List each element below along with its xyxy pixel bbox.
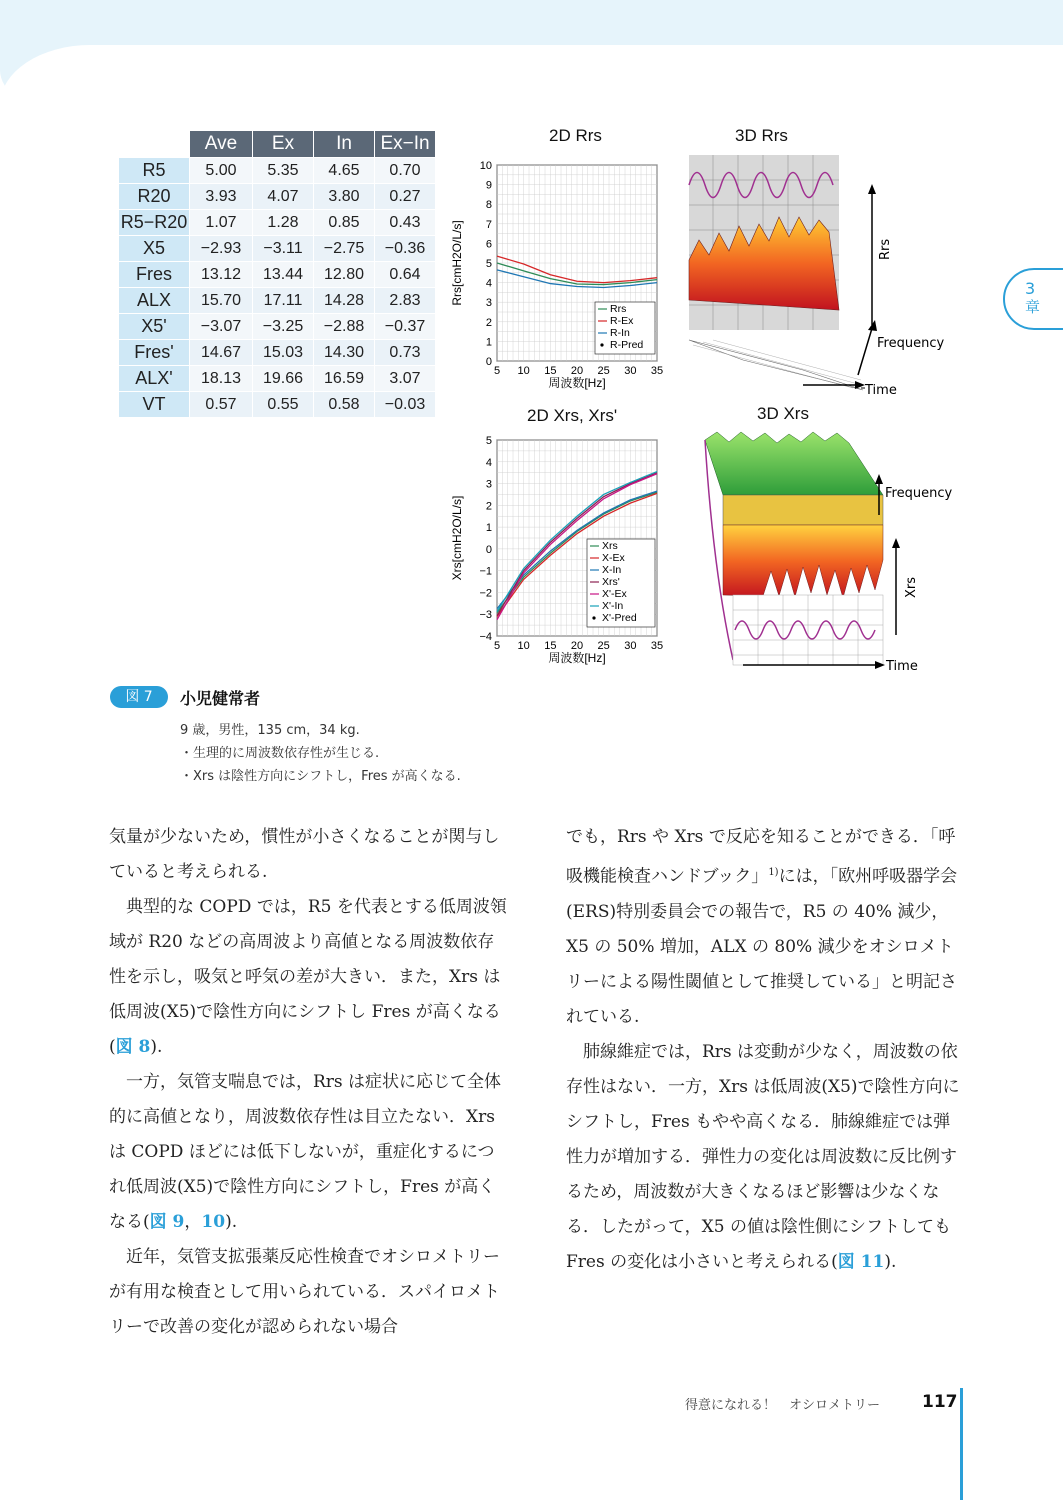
rrs2d-x-tick-label: 30 xyxy=(624,365,637,377)
figure-badge: 図 7 xyxy=(110,686,168,708)
xrs3d-time-label: Time xyxy=(886,659,918,674)
body-column-left xyxy=(109,820,509,1345)
table-cell: 14.67 xyxy=(190,340,253,366)
table-cell: 3.80 xyxy=(314,184,375,210)
table-cell: 3.93 xyxy=(190,184,253,210)
col-header-ave: Ave xyxy=(190,131,253,158)
table-cell: 0.43 xyxy=(375,210,436,236)
table-cell: −2.88 xyxy=(314,314,375,340)
table-cell: 19.66 xyxy=(253,366,314,392)
xrs2d-y-tick-label: −1 xyxy=(479,565,492,578)
table-header-row xyxy=(119,131,436,158)
header-curve xyxy=(0,45,1063,125)
row-label: VT xyxy=(119,392,190,418)
xrs2d-title: 2D Xrs, Xrs' xyxy=(527,406,618,425)
paragraph: 近年，気管支拡張薬反応性検査でオシロメトリーが有用な検査として用いられている．スパイロメトリーで改善の変化が認められない場合 xyxy=(109,1247,500,1337)
table-row xyxy=(119,366,436,392)
rrs3d-illustration xyxy=(683,150,973,400)
rrs2d-y-tick-label: 8 xyxy=(485,199,492,212)
xrs2d-x-tick-label: 20 xyxy=(570,640,584,652)
table-cell: −3.25 xyxy=(253,314,314,340)
xrs3d-axis-label: Xrs xyxy=(904,576,919,598)
xrs2d-legend-label: X'-In xyxy=(602,600,624,612)
table-cell: 0.27 xyxy=(375,184,436,210)
row-label: R5 xyxy=(119,158,190,184)
table-cell: 1.28 xyxy=(253,210,314,236)
table-cell: 14.28 xyxy=(314,288,375,314)
rrs2d-x-tick-label: 10 xyxy=(517,365,530,377)
xrs2d-x-axis-label: 周波数[Hz] xyxy=(548,651,606,665)
table-row xyxy=(119,314,436,340)
xrs3d-freq-label: Frequency xyxy=(885,486,953,501)
rrs2d-legend-label: Rrs xyxy=(610,303,627,315)
paragraph: 一方，気管支喘息では，Rrs は症状に応じて全体的に高値となり，周波数依存性は目立たない．Xrs は COPD ほどには低下しないが，重症化するにつれ低周波(X5)で陰性方向にシフトし，Fres が高くなる(図 9，10). xyxy=(109,1072,502,1232)
rrs2d-y-tick-label: 10 xyxy=(479,160,492,172)
paragraph: 肺線維症では，Rrs は変動が少なく，周波数の依存性はない．一方，Xrs は低周波(X5)で陰性方向にシフトし，Fres もやや高くなる．肺線維症では弾性力が増加する．弾性力の変化は周波数に反比例するため，周波数が大きくなるほど影響は少なくなる．したがって，X5 の値は陰性側にシフトしても Fres の変化は小さいと考えられる(図 11). xyxy=(566,1041,960,1272)
chapter-number: 3 xyxy=(1025,279,1036,298)
figure-ref-8[interactable]: 図 8 xyxy=(115,1037,151,1057)
table-cell: 0.58 xyxy=(314,392,375,418)
xrs2d-legend-label: Xrs' xyxy=(602,576,620,588)
table-cell: 16.59 xyxy=(314,366,375,392)
xrs2d-x-tick-label: 35 xyxy=(650,640,664,652)
rrs3d-floor xyxy=(689,340,863,390)
reference-sup[interactable]: 1) xyxy=(768,867,779,878)
xrs2d-legend-dot xyxy=(592,616,595,619)
xrs3d-illustration xyxy=(683,420,973,675)
xrs2d-svg xyxy=(447,425,677,675)
paragraph: 気量が少ないため，慣性が小さくなることが関与していると考えられる. xyxy=(109,827,500,882)
xrs2d-legend-label: Xrs xyxy=(602,540,618,552)
xrs2d-y-tick-label: 0 xyxy=(485,543,492,556)
table-cell: 0.73 xyxy=(375,340,436,366)
page-number: 117 xyxy=(922,1392,958,1412)
xrs2d-y-tick-label: −4 xyxy=(479,631,492,643)
rrs3d-freq-label: Frequency xyxy=(877,336,945,351)
xrs3d-red-surface xyxy=(723,525,883,598)
table-cell: −0.36 xyxy=(375,236,436,262)
xrs2d-legend-label: X-Ex xyxy=(602,552,625,564)
xrs2d-x-tick-label: 5 xyxy=(493,640,501,652)
rrs2d-y-axis-label: Rrs[cmH2O/L/s] xyxy=(450,220,464,306)
rrs2d-x-tick-label: 5 xyxy=(493,365,501,377)
figure-title: 小児健常者 xyxy=(180,689,261,708)
rrs2d-legend-label: R-Pred xyxy=(610,339,644,351)
table-cell: −3.11 xyxy=(253,236,314,262)
rrs3d-time-label: Time xyxy=(865,383,897,398)
table-cell: −2.93 xyxy=(190,236,253,262)
rrs2d-y-tick-label: 0 xyxy=(485,356,492,368)
xrs2d-y-tick-label: −3 xyxy=(479,609,492,622)
results-table xyxy=(118,130,436,418)
rrs2d-legend-dot xyxy=(600,343,603,346)
table-cell: −3.07 xyxy=(190,314,253,340)
row-label: ALX xyxy=(119,288,190,314)
rrs3d-title: 3D Rrs xyxy=(735,126,788,145)
rrs2d-y-tick-label: 6 xyxy=(485,238,492,251)
table-cell: 18.13 xyxy=(190,366,253,392)
table-cell: 5.00 xyxy=(190,158,253,184)
rrs2d-y-tick-label: 9 xyxy=(485,179,492,192)
table-cell: 13.12 xyxy=(190,262,253,288)
rrs2d-title: 2D Rrs xyxy=(549,126,602,145)
table-cell: 12.80 xyxy=(314,262,375,288)
rrs2d-x-tick-label: 35 xyxy=(650,365,664,377)
xrs2d-y-tick-label: 1 xyxy=(485,522,492,535)
rrs2d-x-tick-label: 20 xyxy=(570,365,584,377)
table-row xyxy=(119,262,436,288)
rrs2d-legend-label: R-Ex xyxy=(610,315,634,327)
rrs2d-x-tick-label: 25 xyxy=(597,365,610,377)
footer-rule xyxy=(960,1388,963,1500)
table-cell: −0.03 xyxy=(375,392,436,418)
row-label: X5 xyxy=(119,236,190,262)
xrs2d-y-tick-label: 4 xyxy=(485,456,492,469)
xrs3d-title: 3D Xrs xyxy=(757,404,809,423)
figure-note-3: ・Xrs は陰性方向にシフトし，Fres が高くなる. xyxy=(180,769,461,784)
rrs3d-axis-label: Rrs xyxy=(878,238,893,260)
rrs2d-legend-label: R-In xyxy=(610,327,630,339)
table-cell: 1.07 xyxy=(190,210,253,236)
table-cell: 4.07 xyxy=(253,184,314,210)
xrs2d-y-tick-label: 5 xyxy=(485,435,492,447)
chapter-tab xyxy=(1003,268,1063,330)
table-cell: 0.70 xyxy=(375,158,436,184)
rrs2d-svg xyxy=(447,150,677,400)
footer-title: 得意になれる！ オシロメトリー xyxy=(685,1398,881,1413)
table-cell: −0.37 xyxy=(375,314,436,340)
row-label: Fres' xyxy=(119,340,190,366)
paragraph: 典型的な COPD では，R5 を代表とする低周波領域が R20 などの高周波より高値となる周波数依存性を示し，吸気と呼気の差が大きい．また，Xrs は低周波(X5)で陰性方向にシフトし Fres が高くなる(図 8). xyxy=(109,897,507,1057)
table-cell: 4.65 xyxy=(314,158,375,184)
table-corner xyxy=(119,131,190,158)
table-cell: 15.70 xyxy=(190,288,253,314)
table-cell: −2.75 xyxy=(314,236,375,262)
row-label: Fres xyxy=(119,262,190,288)
xrs2d-legend-label: X-In xyxy=(602,564,622,576)
table-cell: 0.57 xyxy=(190,392,253,418)
figure-ref-11[interactable]: 図 11 xyxy=(837,1251,885,1272)
table-cell: 5.35 xyxy=(253,158,314,184)
table-row xyxy=(119,288,436,314)
figure-ref-10[interactable]: 10 xyxy=(201,1212,226,1232)
table-row xyxy=(119,236,436,262)
xrs2d-legend-label: X'-Pred xyxy=(602,612,637,624)
xrs2d-legend-label: X'-Ex xyxy=(602,588,627,600)
rrs2d-y-tick-label: 3 xyxy=(485,297,492,310)
chapter-label: 章 xyxy=(1025,298,1041,316)
xrs2d-x-tick-label: 15 xyxy=(544,640,557,652)
table-cell: 0.64 xyxy=(375,262,436,288)
table-row xyxy=(119,184,436,210)
figure-note-2: ・生理的に周波数依存性が生じる. xyxy=(180,746,380,761)
xrs2d-y-tick-label: 3 xyxy=(485,478,492,491)
table-row xyxy=(119,340,436,366)
col-header-exin: Ex−In xyxy=(375,131,436,158)
rrs2d-y-tick-label: 2 xyxy=(485,316,492,329)
xrs2d-x-tick-label: 30 xyxy=(624,640,637,652)
rrs2d-y-tick-label: 7 xyxy=(485,218,492,231)
xrs2d-x-tick-label: 10 xyxy=(517,640,530,652)
col-header-in: In xyxy=(314,131,375,158)
table-cell: 3.07 xyxy=(375,366,436,392)
table-row xyxy=(119,158,436,184)
table-cell: 0.85 xyxy=(314,210,375,236)
rrs2d-x-tick-label: 15 xyxy=(544,365,557,377)
row-label: X5' xyxy=(119,314,190,340)
figure-note-1: 9 歳，男性，135 cm，34 kg. xyxy=(180,723,360,738)
table-cell: 15.03 xyxy=(253,340,314,366)
row-label: ALX' xyxy=(119,366,190,392)
table-cell: 0.55 xyxy=(253,392,314,418)
col-header-ex: Ex xyxy=(253,131,314,158)
xrs2d-y-tick-label: 2 xyxy=(485,500,492,513)
table-row xyxy=(119,392,436,418)
rrs2d-y-tick-label: 1 xyxy=(485,336,492,349)
xrs3d-green-surface xyxy=(705,432,883,495)
table-cell: 2.83 xyxy=(375,288,436,314)
table-cell: 13.44 xyxy=(253,262,314,288)
table-row xyxy=(119,210,436,236)
rrs2d-y-tick-label: 4 xyxy=(485,277,492,290)
xrs3d-plane xyxy=(723,495,883,525)
body-column-right xyxy=(566,820,966,1280)
table-cell: 14.30 xyxy=(314,340,375,366)
xrs2d-y-axis-label: Xrs[cmH2O/L/s] xyxy=(450,495,464,581)
rrs3d-freq-arrow xyxy=(858,325,873,375)
row-label: R5−R20 xyxy=(119,210,190,236)
xrs2d-x-tick-label: 25 xyxy=(597,640,610,652)
xrs2d-y-tick-label: −2 xyxy=(479,587,492,600)
rrs2d-x-axis-label: 周波数[Hz] xyxy=(548,376,606,390)
rrs2d-y-tick-label: 5 xyxy=(485,258,492,270)
paragraph: でも，Rrs や Xrs で反応を知ることができる．「呼吸機能検査ハンドブック」$^{1)}$には，「欧州呼吸器学会(ERS)特別委員会での報告で，R5 の 40% 減少，X5 の 50% 増加，ALX の 80% 減少をオシロメトリーによる陽性閾値として推奨している」と明記されている. xyxy=(566,827,958,1027)
figure-ref-9[interactable]: 図 9 xyxy=(149,1212,185,1232)
table-cell: 17.11 xyxy=(253,288,314,314)
row-label: R20 xyxy=(119,184,190,210)
